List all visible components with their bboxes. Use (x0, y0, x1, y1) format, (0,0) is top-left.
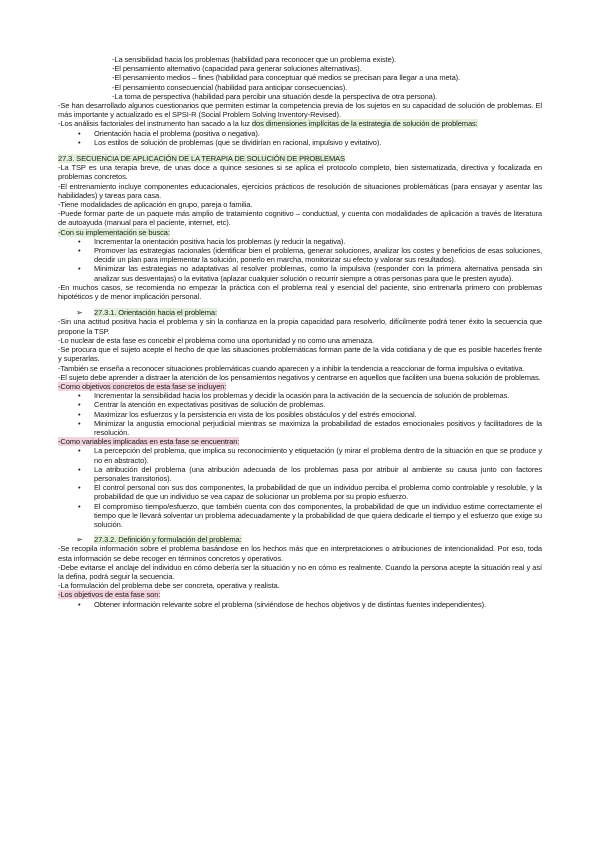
objectives-heading-text: -Como objetivos concretos de esta fase se incluyen: (58, 381, 227, 391)
skill-line: -La toma de perspectiva (habilidad para percibir una situación desde la perspectiva de otra persona). (112, 91, 438, 101)
list-item: • Maximizar los esfuerzos y la persistencia en vista de los posibles obstáculos y del estrés emocional. (58, 410, 542, 419)
arrow-right-icon: ➢ (76, 535, 83, 545)
analysis-paragraph (58, 119, 542, 128)
section-paragraph: -El entrenamiento incluye componentes educacionales, ejercicios prácticos de resolución de situaciones problemáticas (para ensayar y asentar las habilidades) y tareas para casa. (58, 181, 542, 200)
list-item: • Orientación hacia el problema (positiva o negativa). (58, 129, 542, 138)
section-heading-text (58, 154, 345, 163)
skill-line: -El pensamiento medios – fines (habilidad para conceptuar qué medios se precisan para llegar a una meta). (112, 73, 461, 83)
skill-line: -El pensamiento consecuencial (habilidad para anticipar consecuencias). (112, 82, 348, 92)
list-item: • La atribución del problema (una atribución adecuada de los problemas pasa por atribuir al ambiente su causa junto con factores personales transitorios). (58, 465, 542, 483)
list-item: • Incrementar la orientación positiva hacia los problemas (y reducir la negativa). (58, 237, 542, 246)
section-paragraph: -La TSP es una terapia breve, de unas doce a quince sesiones si se aplica el protocolo completo, bien sistematizada, directiva y focalizada en problemas concretos. (58, 163, 542, 182)
list-item: • Obtener información relevante sobre el problema (sirviéndose de hechos objetivos y de distintas fuentes independientes). (58, 600, 542, 609)
subsection-paragraph: -Sin una actitud positiva hacia el problema y sin la confianza en la propia capacidad para resolverlo, difícilmente podrá tener éxito la secuencia que propone la TSP. (58, 317, 542, 336)
variables-list (58, 446, 542, 529)
objectives-heading (58, 382, 542, 391)
subsection-title: 27.3.1. Orientación hacia el problema: (94, 308, 217, 318)
subsection-title: 27.3.2. Definición y formulación del problema: (94, 535, 242, 545)
subsection-paragraph: -La formulación del problema debe ser concreta, operativa y realista. (58, 581, 280, 591)
section-heading (58, 154, 542, 163)
subsection-paragraph: -El sujeto debe aprender a distraer la atención de los pensamientos negativos y centrarse en aquellos que faciliten una buena solución de problemas. (58, 372, 541, 382)
dimensions-list (58, 129, 542, 147)
objectives-heading-text: -Los objetivos de esta fase son: (58, 590, 161, 600)
subsection-paragraph: -Se recopila información sobre el problema basándose en los hechos más que en interpretaciones o atribuciones de intencionalidad. Por eso, toda esta información se debe recoger en términos concretos y operativos. (58, 544, 542, 563)
list-item: • Promover las estrategias racionales (identificar bien el problema, generar soluciones, analizar los costes y beneficios de esas soluciones, decidir un plan para implementar la solución, ponerlo en marcha, monitorizar su efecto y valorar sus resultados). (58, 246, 542, 264)
analysis-text: -Los análisis factoriales del instrumento han sacado a la luz (58, 119, 252, 129)
document-body (58, 55, 542, 609)
questionnaires-paragraph: -Se han desarrollado algunos cuestionarios que permiten estimar la competencia previa de los sujetos en su capacidad de solución de problemas. El más importante y actualizado es el SPSI-R (Social Problem Solving Inventory-Revised). (58, 101, 542, 120)
section-number: 27.3. (58, 154, 75, 164)
list-item: • Minimizar las estrategias no adaptativas al resolver problemas, como la impulsiva (responder con la primera alternativa pensada sin analizar sus desventajas) o la evitativa (aplazar cualquier solución o recurrir siempre a otras personas para que le presten ayuda). (58, 264, 542, 282)
implementation-heading (58, 228, 542, 237)
objectives-list (58, 600, 542, 609)
list-item: • La percepción del problema, que implica su reconocimiento y etiquetación (y mirar el problema dentro de la situación en que se produce y no en abstracto). (58, 446, 542, 464)
list-item: • Centrar la atención en expectativas positivas de solución de problemas. (58, 400, 542, 409)
subsection-paragraph: -Lo nuclear de esta fase es concebir el problema como una oportunidad y no como una amenaza. (58, 335, 374, 345)
analysis-highlight: dos dimensiones implícitas de la estrategia de solución de problemas: (251, 119, 478, 129)
many-cases-paragraph: -En muchos casos, se recomienda no empezar la práctica con el problema real y esencial del paciente, sino entrenarla primero con problemas hipotéticos y de menor implicación personal. (58, 282, 542, 302)
objectives-list (58, 391, 542, 437)
subsection-heading-2 (58, 535, 542, 544)
list-item: • Incrementar la sensibilidad hacia los problemas y decidir la ocasión para la activación de la secuencia de solución de problemas. (58, 391, 542, 400)
variables-heading-text: -Como variables implicadas en esta fase se encuentran: (58, 437, 240, 447)
implementation-heading-text: -Con su implementación se busca: (58, 227, 170, 237)
implementation-list (58, 237, 542, 283)
list-item: • El compromiso tiempo/esfuerzo, que también cuenta con dos componentes, la probabilidad de que un individuo estime correctamente el tiempo que le llevará solventar un problema adecuadamente y la probabilidad de que quiera dedicarle el tiempo y el esfuerzo que exige su solución. (58, 502, 542, 530)
section-paragraph: -Puede formar parte de un paquete más amplio de tratamiento cognitivo – conductual, y cuenta con modalidades de aplicación a través de literatura de autoayuda (manual para el paciente, internet, etc). (58, 209, 542, 228)
list-item: • Minimizar la angustia emocional perjudicial mientras se maximiza la probabilidad de estados emocionales positivos y facilitadores de la resolución. (58, 419, 542, 437)
variables-heading (58, 437, 542, 446)
section-title: SECUENCIA DE APLICACIÓN DE LA TERAPIA DE SOLUCIÓN DE PROBLEMAS (76, 154, 345, 164)
skill-line: -La sensibilidad hacia los problemas (habilidad para reconocer que un problema existe). (112, 55, 396, 64)
arrow-right-icon: ➢ (76, 308, 83, 318)
list-item: • Los estilos de solución de problemas (que se dividirían en racional, impulsivo y evitativo). (58, 138, 542, 147)
list-item: • El control personal con sus dos componentes, la probabilidad de que un individuo perciba el problema como controlable y resoluble, y la probabilidad de que un individuo se vea capaz de solucionar un problema por su propio esfuerzo. (58, 483, 542, 501)
section-paragraph: -Tiene modalidades de aplicación en grupo, pareja o familia. (58, 200, 253, 210)
skill-line: -El pensamiento alternativo (capacidad para generar soluciones alternativas). (112, 64, 362, 74)
subsection-paragraph: -Debe evitarse el anclaje del individuo en cómo debería ser la situación y no en cómo es realmente. Cuando la persona acepte la situación real y así la defina, podrá seguir la secuencia. (58, 562, 542, 581)
subsection-heading-1 (58, 308, 542, 317)
objectives-heading (58, 590, 542, 599)
subsection-paragraph: -También se enseña a reconocer situaciones problemáticas cuando aparecen y a inhibir la tendencia a reaccionar de forma impulsiva o evitativa. (58, 363, 525, 373)
subsection-paragraph: -Se procura que el sujeto acepte el hecho de que las situaciones problemáticas forman parte de la vida cotidiana y de que es posible hacerles frente y superarlas. (58, 345, 542, 364)
